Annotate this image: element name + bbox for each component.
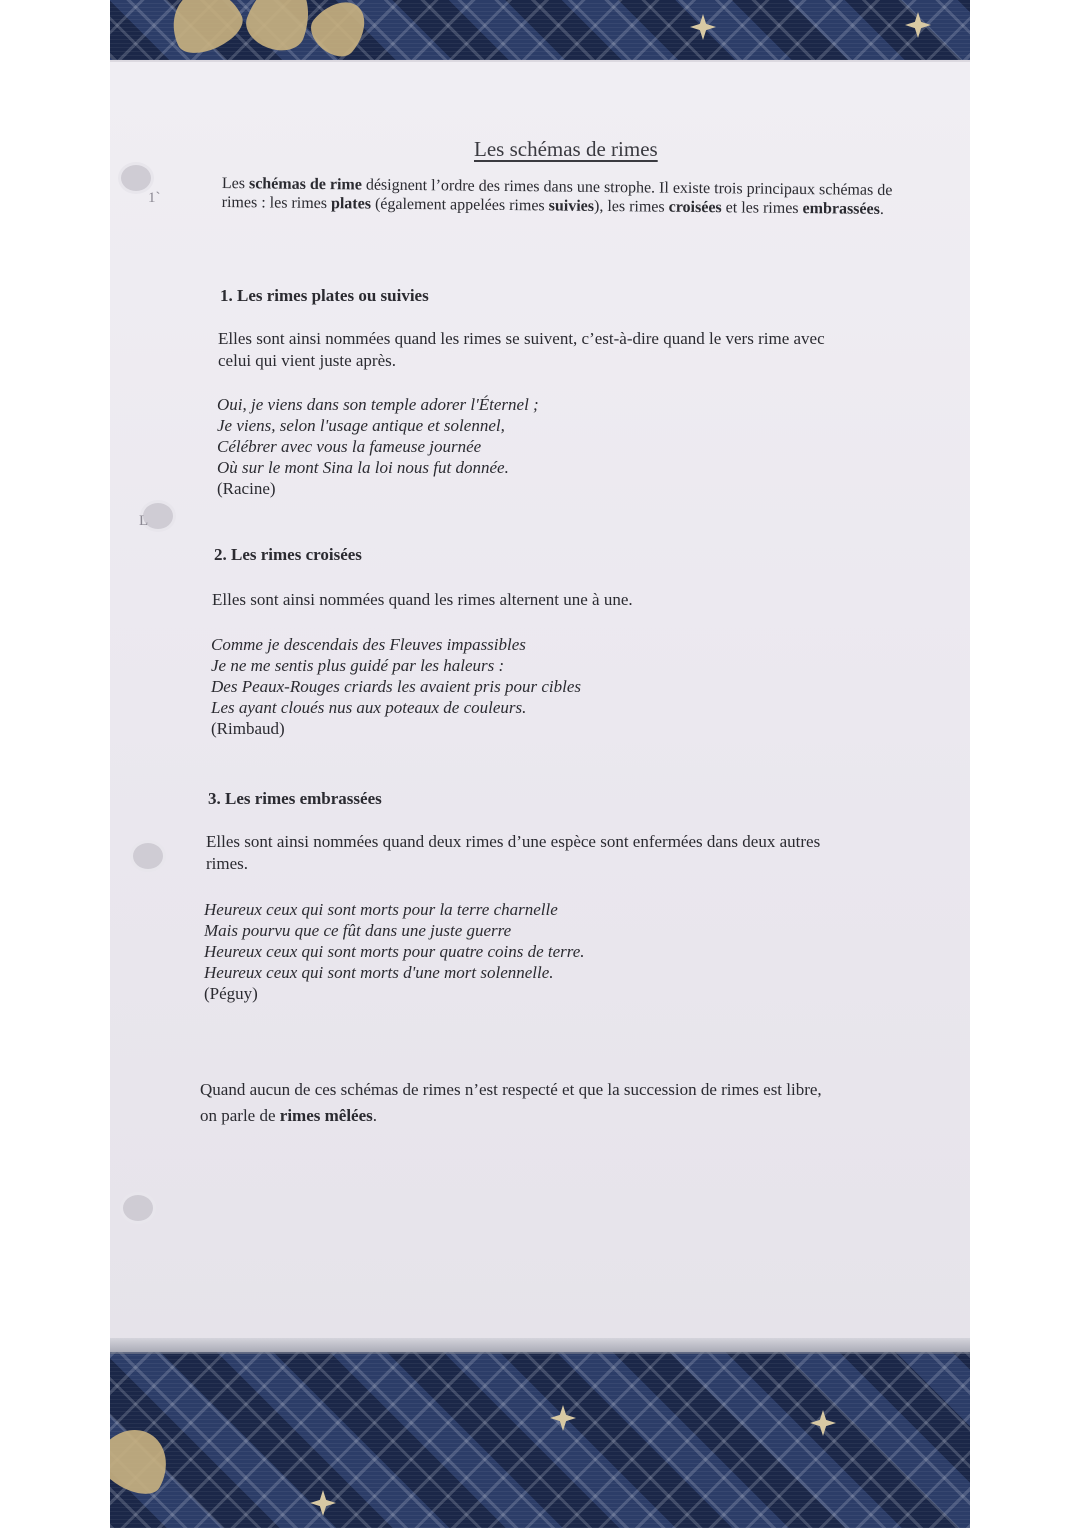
- conclusion-text: on parle de: [200, 1106, 280, 1125]
- description-line: rimes.: [206, 854, 249, 873]
- margin-mark: L: [139, 513, 149, 529]
- leaf-ornament: [161, 0, 250, 62]
- intro-bold-term: schémas de rime: [248, 175, 362, 194]
- poem-line: Heureux ceux qui sont morts pour la terre charnelle: [204, 900, 558, 919]
- intro-text: désignent l’ordre des rimes dans une strophe. Il existe trois principaux schémas de rimes : les rimes: [221, 176, 893, 213]
- leaf-ornament: [110, 1417, 180, 1504]
- intro-text: Les: [221, 174, 250, 193]
- poem-line: Les ayant cloués nus aux poteaux de couleurs.: [211, 698, 527, 717]
- description-line: Elles sont ainsi nommées quand deux rimes d’une espèce sont enfermées dans deux autres: [206, 832, 821, 851]
- leaf-ornament: [303, 0, 377, 65]
- intro-bold-term: suivies: [548, 197, 595, 215]
- poem-author: (Péguy): [204, 984, 258, 1003]
- description-line: Elles sont ainsi nommées quand les rimes se suivent, c’est-à-dire quand le vers rime avec: [218, 329, 825, 348]
- punch-hole: [120, 1192, 156, 1224]
- section-heading: 3. Les rimes embrassées: [208, 789, 382, 808]
- poem-line: Comme je descendais des Fleuves impassibles: [211, 635, 526, 654]
- description-line: celui qui vient juste après.: [218, 351, 396, 370]
- intro-paragraph: [222, 174, 922, 219]
- intro-bold-term: embrassées: [802, 200, 880, 218]
- section-description: [212, 589, 633, 611]
- poem-line: Oui, je viens dans son temple adorer l'Éternel ;: [217, 395, 539, 414]
- section-heading: 1. Les rimes plates ou suivies: [220, 286, 429, 305]
- conclusion-text: .: [372, 1106, 378, 1125]
- plastic-sleeve-edge: [110, 1338, 970, 1354]
- leaf-ornament: [240, 0, 320, 58]
- poem-excerpt: [217, 394, 539, 499]
- fabric-ornament: [690, 14, 716, 40]
- poem-line: Heureux ceux qui sont morts d'une mort solennelle.: [204, 963, 554, 982]
- conclusion-paragraph: [200, 1077, 822, 1129]
- poem-line: Célébrer avec vous la fameuse journée: [217, 437, 482, 456]
- poem-line: Des Peaux-Rouges criards les avaient pris pour cibles: [211, 677, 581, 696]
- poem-line: Je viens, selon l'usage antique et solennel,: [217, 416, 505, 435]
- intro-text: ), les rimes: [593, 197, 669, 216]
- poem-excerpt: [204, 899, 585, 1004]
- intro-text: .: [879, 200, 884, 218]
- poem-line: Où sur le mont Sina la loi nous fut donnée.: [217, 458, 509, 477]
- fabric-ornament: [550, 1405, 576, 1431]
- section-description: [206, 831, 820, 875]
- fabric-ornament: [310, 1490, 336, 1516]
- page-title: Les schémas de rimes: [474, 137, 658, 161]
- fabric-ornament: [905, 12, 931, 38]
- poem-author: (Rimbaud): [211, 719, 285, 738]
- punch-hole: [130, 840, 166, 872]
- intro-text: et les rimes: [721, 199, 803, 218]
- conclusion-bold-term: rimes mêlées: [279, 1106, 373, 1125]
- poem-line: Heureux ceux qui sont morts pour quatre coins de terre.: [204, 942, 585, 961]
- poem-excerpt: [211, 634, 581, 739]
- description-line: Elles sont ainsi nommées quand les rimes alternent une à une.: [212, 590, 633, 609]
- intro-bold-term: plates: [330, 195, 372, 213]
- section-description: [218, 328, 825, 372]
- fabric-ornament: [810, 1410, 836, 1436]
- margin-mark: 1`: [148, 190, 161, 206]
- intro-bold-term: croisées: [668, 198, 722, 217]
- conclusion-line: Quand aucun de ces schémas de rimes n’est respecté et que la succession de rimes est libre,: [200, 1080, 822, 1099]
- poem-line: Mais pourvu que ce fût dans une juste guerre: [204, 921, 512, 940]
- poem-author: (Racine): [217, 479, 276, 498]
- intro-text: (également appelées rimes: [370, 195, 549, 215]
- poem-line: Je ne me sentis plus guidé par les haleurs :: [211, 656, 505, 675]
- conclusion-line: [200, 1103, 822, 1129]
- section-heading: 2. Les rimes croisées: [214, 545, 362, 564]
